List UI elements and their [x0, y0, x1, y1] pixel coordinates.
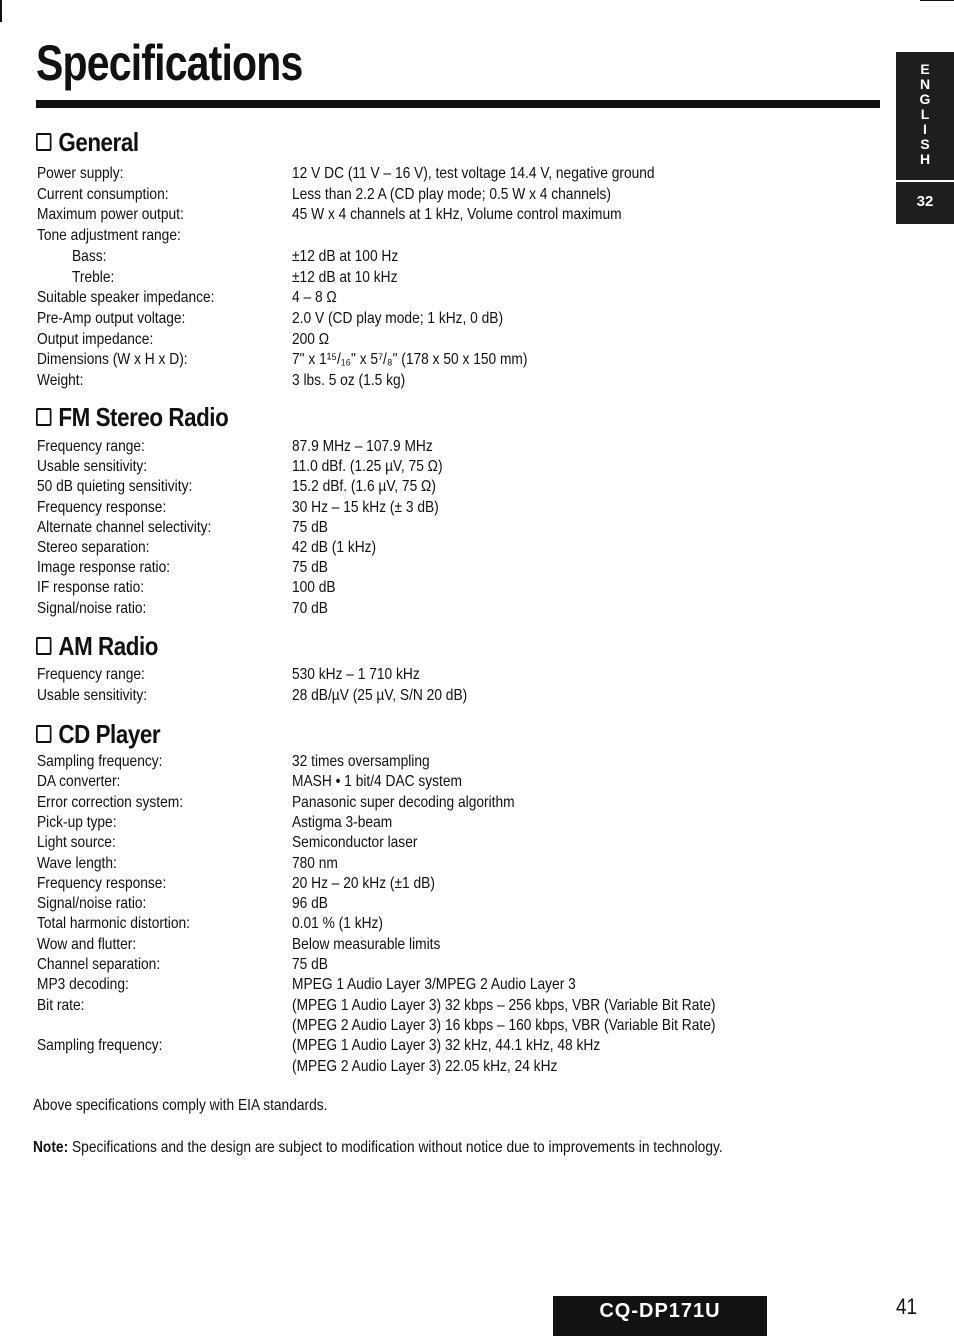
spec-label: Frequency response:: [37, 874, 167, 892]
spec-value: 20 Hz – 20 kHz (±1 dB): [292, 874, 435, 892]
checkbox-icon: [36, 408, 51, 426]
spec-label: Image response ratio:: [37, 559, 171, 577]
spec-value: 530 kHz – 1 710 kHz: [292, 666, 420, 683]
spec-label: Stereo separation:: [37, 539, 150, 556]
spec-value: 11.0 dBf. (1.25 µV, 75 Ω): [292, 458, 443, 476]
spec-value: 0.01 % (1 kHz): [292, 915, 383, 933]
spec-value: Semiconductor laser: [292, 834, 418, 852]
spec-label: Suitable speaker impedance:: [37, 289, 215, 307]
model-badge: CQ-DP171U: [553, 1296, 767, 1336]
spec-value: Below measurable limits: [292, 935, 441, 953]
language-letter: G: [919, 91, 931, 107]
section-heading: [36, 402, 228, 433]
note-label: Note:: [33, 1139, 69, 1156]
spec-label: Dimensions (W x H x D):: [37, 351, 188, 369]
language-letter: I: [923, 121, 927, 137]
spec-value: Astigma 3-beam: [292, 813, 393, 831]
spec-label: Sampling frequency:: [37, 753, 163, 770]
spec-value: 28 dB/µV (25 µV, S/N 20 dB): [292, 686, 468, 704]
spec-value: 32 times oversampling: [292, 753, 430, 770]
crop-mark-line: [920, 0, 954, 1]
spec-label: Tone adjustment range:: [37, 227, 181, 245]
language-letter: S: [920, 136, 930, 152]
spec-label: Error correction system:: [37, 793, 184, 811]
spec-value: 2.0 V (CD play mode; 1 kHz, 0 dB): [292, 309, 504, 327]
spec-label: Usable sensitivity:: [37, 458, 148, 476]
spec-label: Wave length:: [37, 854, 117, 872]
spec-value: 75 dB: [292, 956, 328, 973]
spec-value: 70 dB: [292, 599, 328, 617]
spec-label: Bass:: [72, 247, 107, 265]
spec-value: 4 – 8 Ω: [292, 289, 337, 307]
spec-value: ±12 dB at 100 Hz: [292, 247, 399, 265]
section-heading-text: CD Player: [58, 719, 161, 749]
spec-label: Maximum power output:: [37, 206, 184, 224]
page-number: 41: [896, 1294, 918, 1319]
spec-label: MP3 decoding:: [37, 976, 129, 994]
spec-value: (MPEG 2 Audio Layer 3) 22.05 kHz, 24 kHz: [292, 1057, 558, 1075]
spec-value: 780 nm: [292, 854, 338, 872]
spec-label: Channel separation:: [37, 956, 161, 973]
spec-value: MPEG 1 Audio Layer 3/MPEG 2 Audio Layer 3: [292, 976, 576, 994]
spec-label: Bit rate:: [37, 996, 85, 1014]
spec-value: 96 dB: [292, 895, 328, 913]
section-heading: [36, 127, 139, 158]
spec-label: Signal/noise ratio:: [37, 599, 147, 617]
spec-label: Signal/noise ratio:: [37, 895, 147, 913]
spec-value: 30 Hz – 15 kHz (± 3 dB): [292, 498, 439, 516]
section-heading: [36, 719, 160, 750]
spec-label: Wow and flutter:: [37, 935, 137, 953]
spec-value: 100 dB: [292, 579, 336, 597]
spec-label: Usable sensitivity:: [37, 686, 148, 704]
spec-value: 45 W x 4 channels at 1 kHz, Volume control maximum: [292, 206, 622, 224]
checkbox-icon: [36, 725, 51, 743]
section-heading-text: General: [58, 127, 139, 157]
spec-value: 75 dB: [292, 559, 328, 577]
spec-label: Power supply:: [37, 165, 124, 182]
spec-label: Light source:: [37, 834, 116, 852]
spec-label: 50 dB quieting sensitivity:: [37, 478, 193, 496]
title-rule: [36, 100, 880, 108]
page-title: Specifications: [36, 35, 303, 91]
language-letter: H: [919, 151, 931, 167]
checkbox-icon: [36, 133, 51, 151]
spec-label: Current consumption:: [37, 185, 169, 203]
crop-mark: [0, 0, 2, 22]
spec-label: Treble:: [72, 268, 115, 286]
language-letter: N: [919, 76, 931, 92]
spec-value: 15.2 dBf. (1.6 µV, 75 Ω): [292, 478, 436, 496]
spec-value: Panasonic super decoding algorithm: [292, 793, 515, 811]
spec-label: Frequency response:: [37, 498, 167, 516]
language-letter: L: [920, 106, 930, 122]
spec-value: 7" x 1¹⁵/₁₆" x 5⁷/₈" (178 x 50 x 150 mm): [292, 351, 528, 369]
spec-label: Pre-Amp output voltage:: [37, 309, 186, 327]
spec-value: 42 dB (1 kHz): [292, 539, 377, 556]
spec-value: 87.9 MHz – 107.9 MHz: [292, 438, 433, 455]
spec-label: Pick-up type:: [37, 813, 117, 831]
spec-value: 200 Ω: [292, 330, 330, 348]
spec-value: MASH • 1 bit/4 DAC system: [292, 773, 462, 791]
spec-label: Weight:: [37, 372, 84, 389]
language-letter: E: [920, 61, 930, 77]
spec-label: Alternate channel selectivity:: [37, 518, 212, 536]
language-tab-letters: [896, 62, 954, 167]
language-tab-page: 32: [916, 193, 934, 210]
section-heading-text: FM Stereo Radio: [58, 402, 229, 432]
spec-label: Frequency range:: [37, 666, 145, 683]
spec-label: Total harmonic distortion:: [37, 915, 190, 933]
spec-value: ±12 dB at 10 kHz: [292, 268, 398, 286]
spec-label: Sampling frequency:: [37, 1037, 163, 1055]
spec-value: (MPEG 1 Audio Layer 3) 32 kbps – 256 kbps, VBR (Variable Bit Rate): [292, 996, 716, 1014]
compliance-text: Above specifications comply with EIA standards.: [33, 1097, 328, 1114]
checkbox-icon: [36, 637, 51, 655]
section-heading: [36, 631, 158, 662]
spec-value: (MPEG 2 Audio Layer 3) 16 kbps – 160 kbps, VBR (Variable Bit Rate): [292, 1016, 716, 1034]
spec-label: Frequency range:: [37, 438, 145, 455]
spec-value: 75 dB: [292, 518, 328, 536]
note-paragraph: [33, 1139, 723, 1157]
spec-value: (MPEG 1 Audio Layer 3) 32 kHz, 44.1 kHz, 48 kHz: [292, 1037, 601, 1055]
language-tab-divider: [896, 180, 954, 182]
spec-value: 12 V DC (11 V – 16 V), test voltage 14.4 V, negative ground: [292, 165, 655, 182]
note-text: Specifications and the design are subject to modification without notice due to improvements in technology.: [71, 1139, 723, 1156]
spec-value: 3 lbs. 5 oz (1.5 kg): [292, 372, 406, 389]
spec-label: IF response ratio:: [37, 579, 145, 597]
spec-label: Output impedance:: [37, 330, 154, 348]
spec-value: Less than 2.2 A (CD play mode; 0.5 W x 4 channels): [292, 185, 611, 203]
section-heading-text: AM Radio: [58, 631, 159, 661]
spec-label: DA converter:: [37, 773, 121, 791]
